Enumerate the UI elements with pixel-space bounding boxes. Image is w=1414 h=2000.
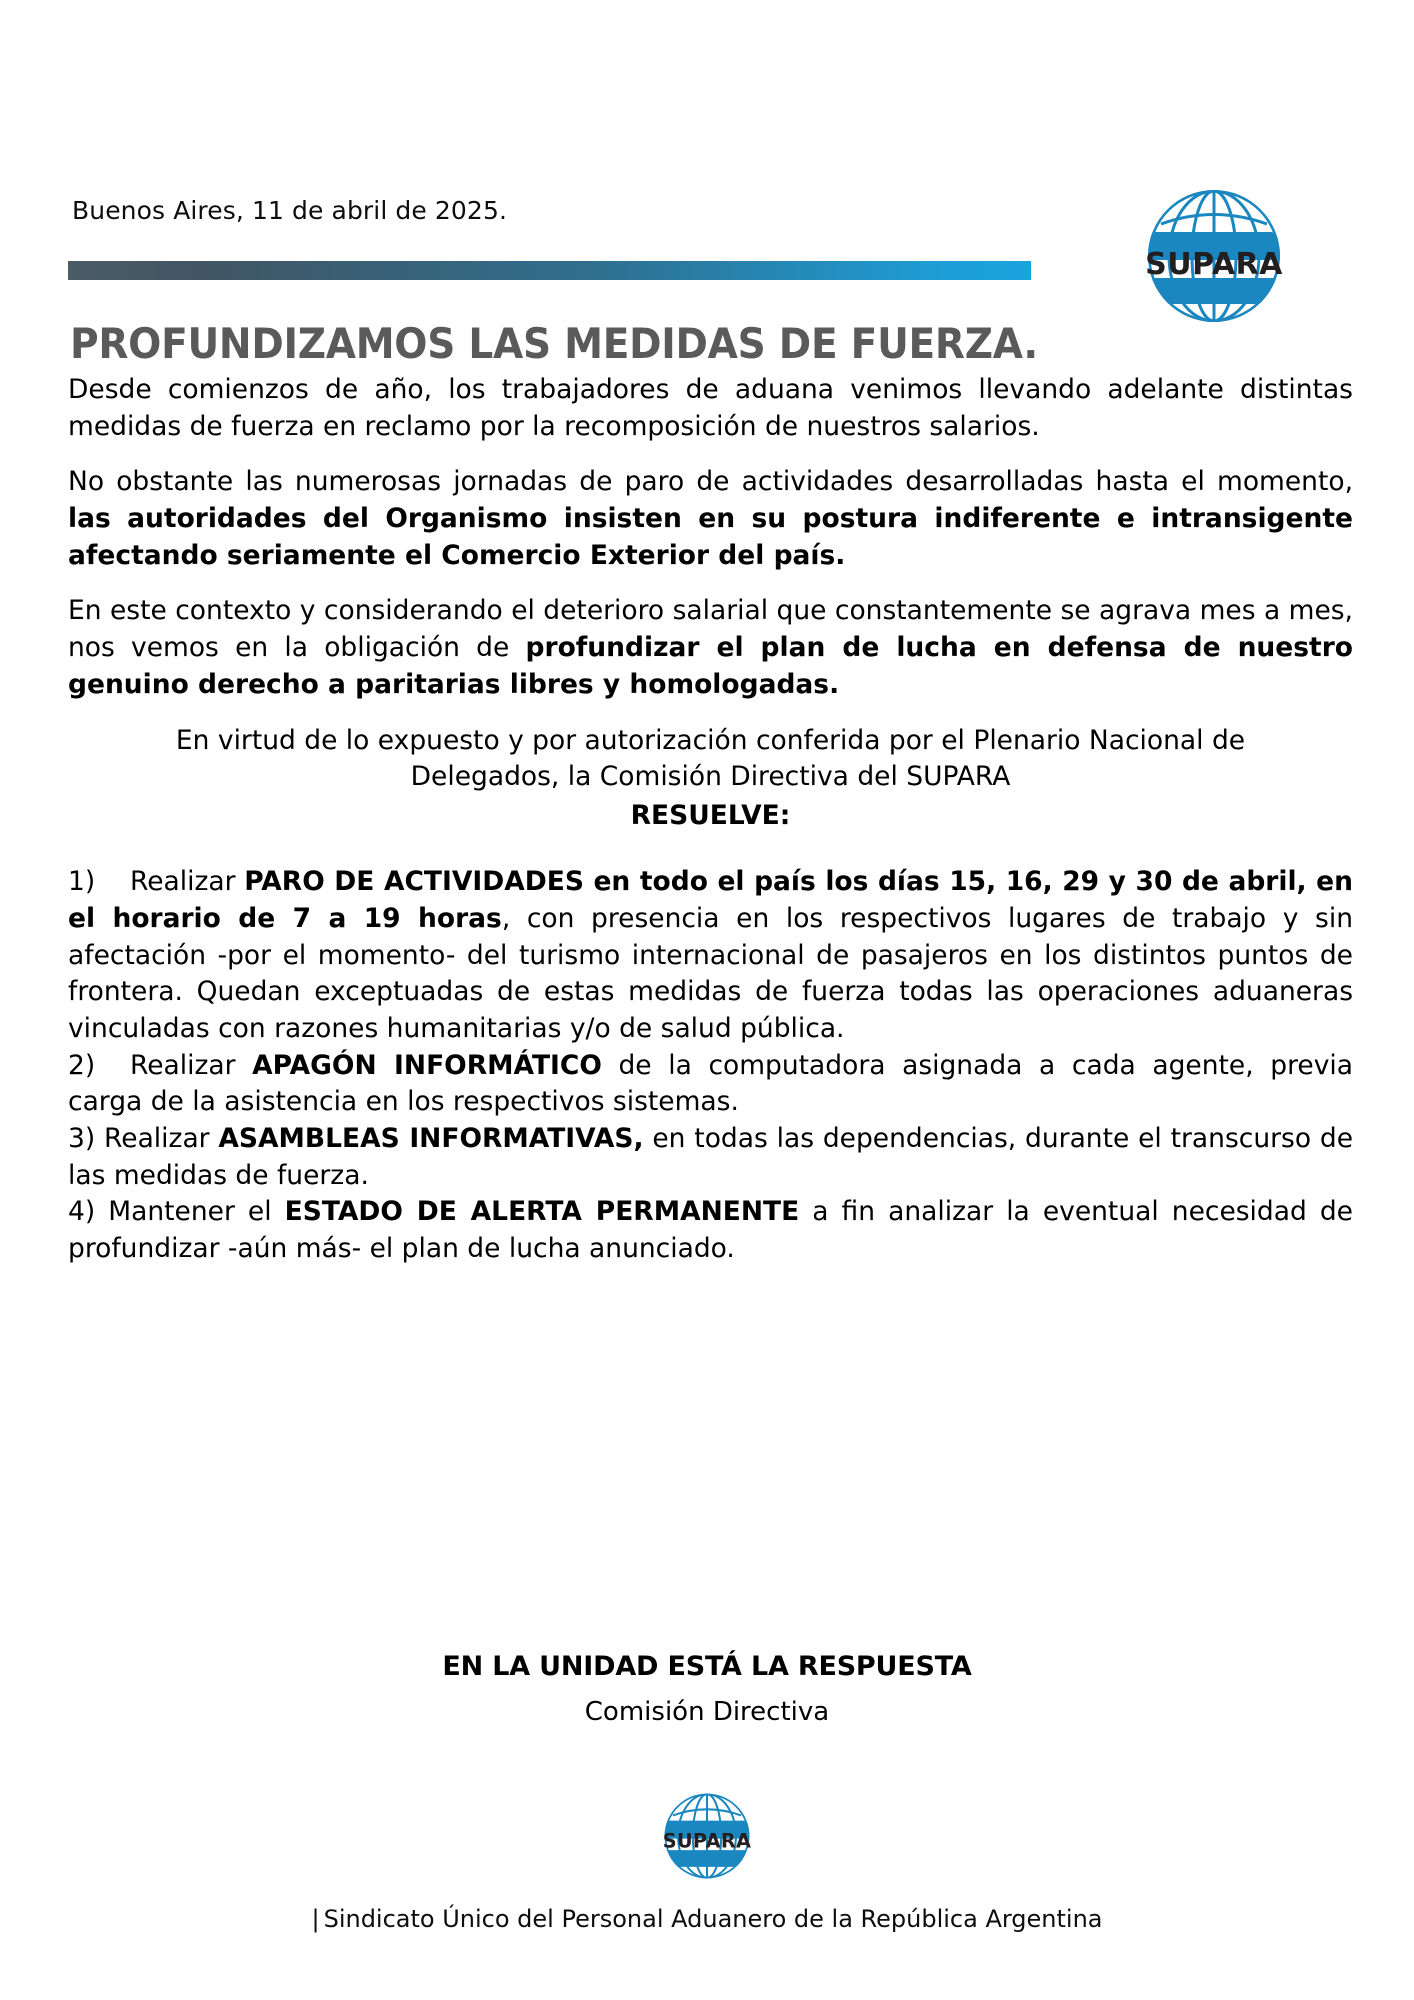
page-title: PROFUNDIZAMOS LAS MEDIDAS DE FUERZA. <box>70 319 1038 369</box>
document-footer <box>0 1650 1414 1728</box>
footer-commission: Comisión Directiva <box>584 1696 830 1727</box>
item-4-text-b: a fin analizar la eventual necesidad de profundizar -aún más- el plan de lucha anunciado. <box>68 1196 1353 1265</box>
tagline-text: Sindicato Único del Personal Aduanero de la República Argentina <box>323 1905 1103 1933</box>
supara-logo-footer <box>636 1782 778 1890</box>
paragraph-2-text: No obstante las numerosas jornadas de paro de actividades desarrolladas hasta el momento, <box>68 466 1353 498</box>
paragraph-3 <box>68 593 1353 703</box>
resolution-intro-line-2: Delegados, la Comisión Directiva del SUPARA <box>410 761 1011 793</box>
accent-gradient-bar <box>68 261 1031 280</box>
resolution-intro <box>68 723 1353 835</box>
resolution-item-1 <box>68 864 1353 1047</box>
item-3-text-b: en todas las dependencias, durante el transcurso de las medidas de fuerza. <box>68 1123 1353 1191</box>
document-body <box>68 372 1353 1268</box>
item-3-number: 3) <box>68 1123 96 1154</box>
item-2-text-a: Realizar <box>130 1049 253 1081</box>
item-4-emphasis: ESTADO DE ALERTA PERMANENTE <box>284 1196 800 1228</box>
item-3-emphasis: ASAMBLEAS INFORMATIVAS, <box>218 1123 644 1154</box>
item-2-number: 2) <box>68 1049 96 1081</box>
footer-tagline <box>0 1905 1414 1933</box>
resolution-intro-line-1: En virtud de lo expuesto y por autorización conferida por el Plenario Nacional de <box>175 724 1246 756</box>
item-2-text-b: de la computadora asignada a cada agente, previa carga de la asistencia en los respectivos sistemas. <box>68 1049 1353 1118</box>
supara-wordmark: SUPARA <box>1145 247 1283 282</box>
supara-globe-icon-small <box>636 1782 778 1890</box>
supara-globe-icon <box>1104 172 1324 340</box>
paragraph-3-text: En este contexto y considerando el deterioro salarial que constantemente se agrava mes a mes, nos vemos en la obligación de <box>68 595 1353 664</box>
item-1-text-a: Realizar <box>130 866 245 898</box>
paragraph-1-text: Desde comienzos de año, los trabajadores de aduana venimos llevando adelante distintas medidas de fuerza en reclamo por la recomposición de nuestros salarios. <box>68 374 1353 442</box>
item-1-number: 1) <box>68 866 96 898</box>
supara-wordmark-small: SUPARA <box>662 1829 752 1853</box>
resolution-item-4 <box>68 1194 1353 1267</box>
tagline-bar: | <box>311 1905 320 1933</box>
resolution-item-2 <box>68 1048 1353 1121</box>
dateline: Buenos Aires, 11 de abril de 2025. <box>72 196 507 225</box>
item-2-emphasis: APAGÓN INFORMÁTICO <box>252 1049 602 1081</box>
paragraph-2-emphasis: las autoridades del Organismo insisten en su postura indiferente e intransigente afectando seriamente el Comercio Exterior del país. <box>68 503 1353 571</box>
item-3-text-a: Realizar <box>104 1123 219 1154</box>
item-4-number: 4) <box>68 1196 96 1228</box>
supara-logo-header <box>1104 172 1324 340</box>
resuelve-heading: RESUELVE: <box>630 799 791 831</box>
item-1-emphasis: PARO DE ACTIVIDADES en todo el país los días 15, 16, 29 y 30 de abril, en el horario de 7 a 19 horas <box>68 866 1353 934</box>
paragraph-2 <box>68 464 1353 574</box>
item-4-text-a: Mantener el <box>108 1196 285 1228</box>
resolution-item-3 <box>68 1121 1353 1194</box>
paragraph-1 <box>68 372 1353 445</box>
footer-slogan: EN LA UNIDAD ESTÁ LA RESPUESTA <box>442 1651 972 1682</box>
resolution-items <box>68 864 1353 1268</box>
paragraph-3-emphasis: profundizar el plan de lucha en defensa de nuestro genuino derecho a paritarias libres y homologadas. <box>68 632 1353 700</box>
item-1-text-b: , con presencia en los respectivos lugares de trabajo y sin afectación -por el momento- del turismo internacional de pasajeros en los distintos puntos de frontera. Quedan exceptuadas de estas medidas de fuerza todas las operaciones aduaneras vinculadas con razones humanitarias y/o de salud pública. <box>68 902 1353 1044</box>
